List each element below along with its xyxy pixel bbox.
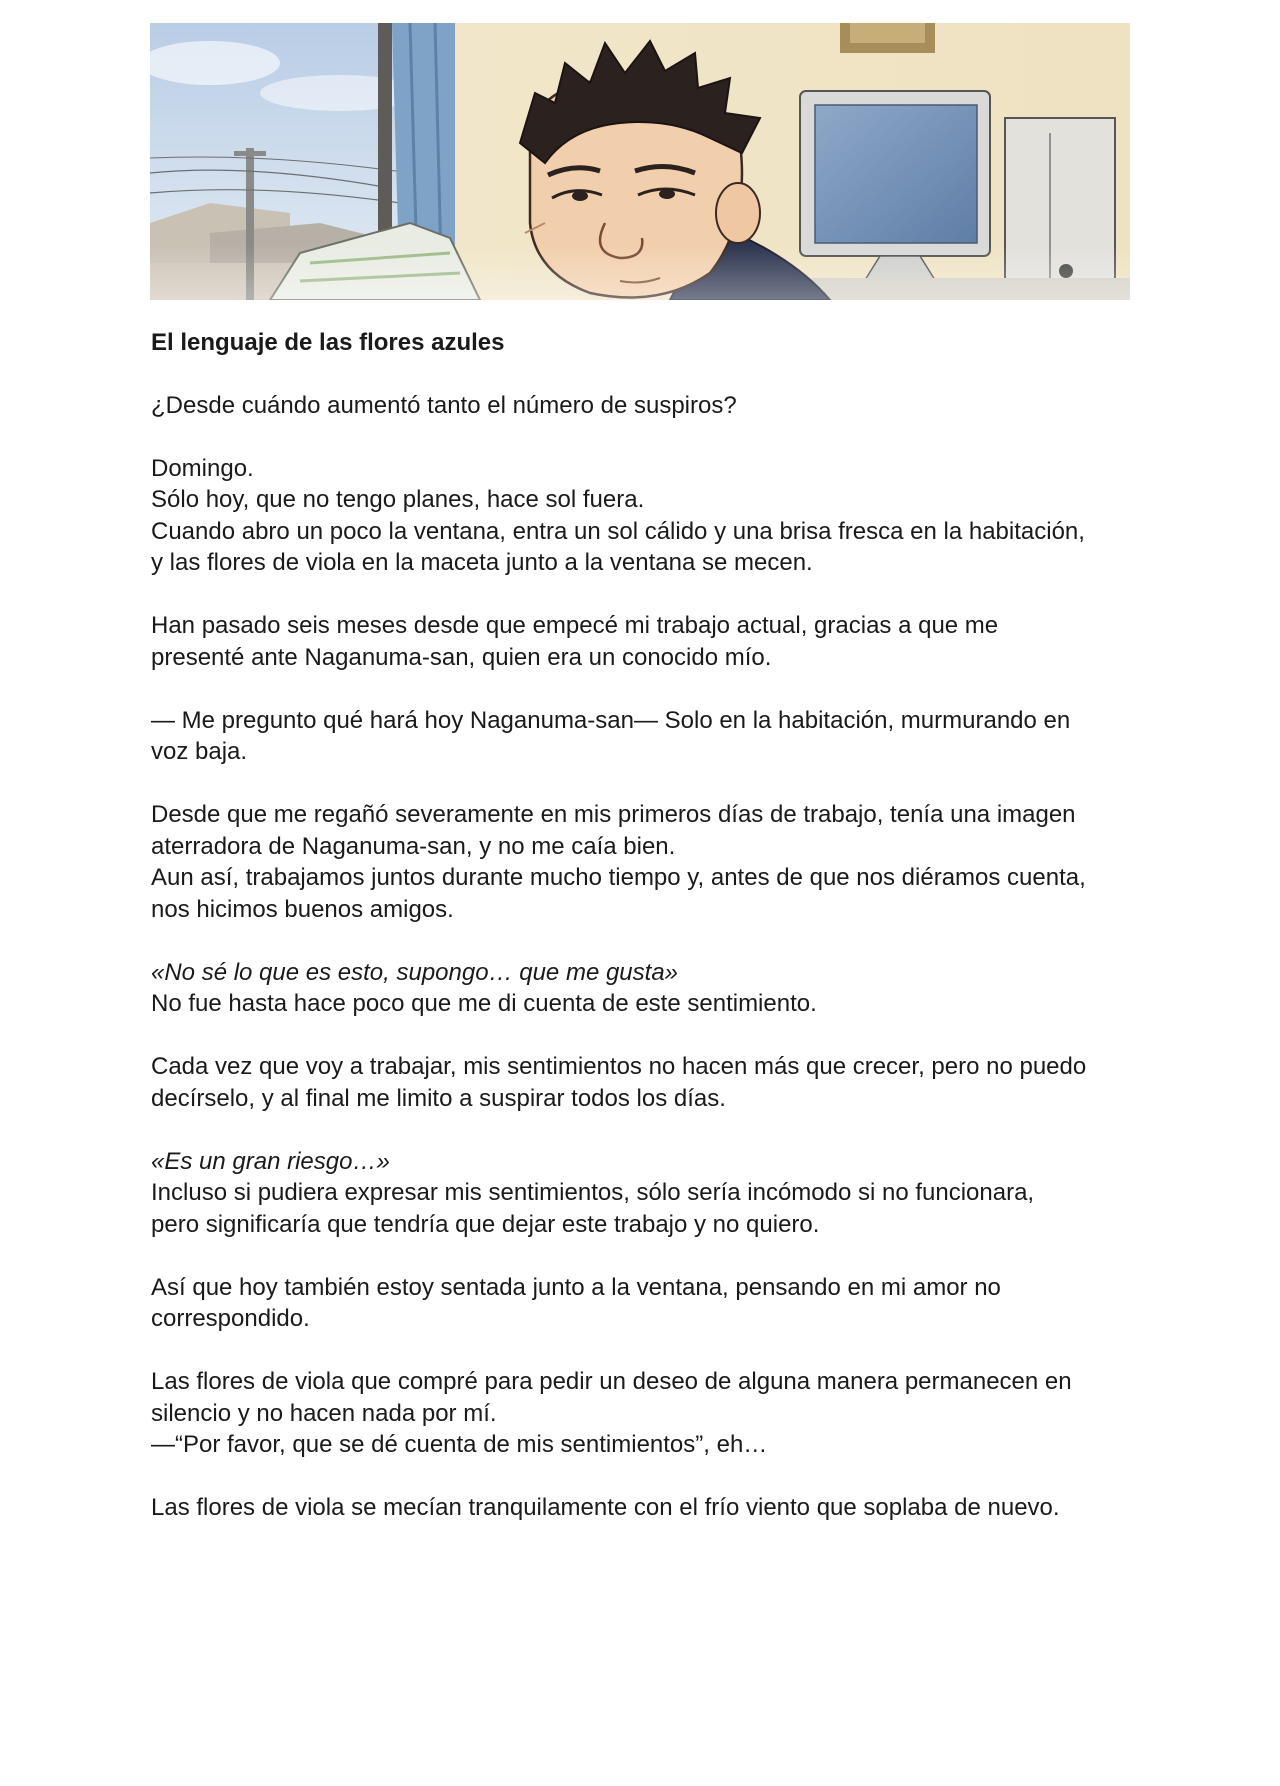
text-line: presenté ante Naganuma-san, quien era un conocido mío. (151, 643, 772, 671)
paragraph-8 (151, 1146, 1141, 1241)
paragraph-1 (151, 390, 1141, 422)
story-text (151, 327, 1141, 1555)
paragraph-2 (151, 453, 1141, 579)
text-line: y las flores de viola en la maceta junto a la ventana se mecen. (151, 549, 813, 576)
text-line: Cuando abro un poco la ventana, entra un sol cálido y una brisa fresca en la habitación, (151, 517, 1085, 545)
text-line: No fue hasta hace poco que me di cuenta de este sentimiento. (151, 990, 817, 1017)
text-line: decírselo, y al final me limito a suspirar todos los días. (151, 1084, 726, 1112)
text-line: Así que hoy también estoy sentada junto a la ventana, pensando en mi amor no (151, 1273, 1001, 1301)
text-line: pero significaría que tendría que dejar este trabajo y no quiero. (151, 1210, 820, 1238)
text-line: Domingo. (151, 454, 254, 482)
text-line: —“Por favor, que se dé cuenta de mis sentimientos”, eh… (151, 1431, 768, 1458)
manga-illustration-icon (150, 23, 1130, 300)
paragraph-11 (151, 1492, 1141, 1524)
text-line: Las flores de viola se mecían tranquilamente con el frío viento que soplaba de nuevo. (151, 1494, 1060, 1521)
text-line: Cada vez que voy a trabajar, mis sentimientos no hacen más que crecer, pero no puedo (151, 1053, 1087, 1080)
thought-line: «No sé lo que es esto, supongo… que me gusta» (151, 958, 679, 986)
story-title: El lenguaje de las flores azules (151, 329, 505, 356)
paragraph-7 (151, 1051, 1141, 1114)
paragraph-4 (151, 705, 1141, 768)
text-line: aterradora de Naganuma-san, y no me caía bien. (151, 832, 676, 860)
paragraph-10 (151, 1366, 1141, 1461)
text-line: Sólo hoy, que no tengo planes, hace sol fuera. (151, 486, 645, 513)
text-line: Incluso si pudiera expresar mis sentimientos, sólo sería incómodo si no funcionara, (151, 1179, 1035, 1206)
paragraph-9 (151, 1272, 1141, 1335)
paragraph-5 (151, 799, 1141, 925)
text-line: Las flores de viola que compré para pedir un deseo de alguna manera permanecen en (151, 1368, 1072, 1395)
text-line: Aun así, trabajamos juntos durante mucho tiempo y, antes de que nos diéramos cuenta, (151, 864, 1086, 891)
header-illustration (150, 23, 1130, 300)
text-line: nos hicimos buenos amigos. (151, 895, 454, 923)
text-line: — Me pregunto qué hará hoy Naganuma-san— Solo en la habitación, murmurando en (151, 706, 1071, 734)
paragraph-3 (151, 610, 1141, 673)
text-line: ¿Desde cuándo aumentó tanto el número de suspiros? (151, 391, 737, 419)
text-line: Han pasado seis meses desde que empecé mi trabajo actual, gracias a que me (151, 612, 999, 639)
text-line: Desde que me regañó severamente en mis primeros días de trabajo, tenía una imagen (151, 801, 1076, 828)
text-line: silencio y no hacen nada por mí. (151, 1399, 497, 1427)
paragraph-6 (151, 957, 1141, 1020)
text-line: correspondido. (151, 1305, 310, 1332)
thought-line: «Es un gran riesgo…» (151, 1147, 390, 1175)
text-line: voz baja. (151, 738, 248, 765)
